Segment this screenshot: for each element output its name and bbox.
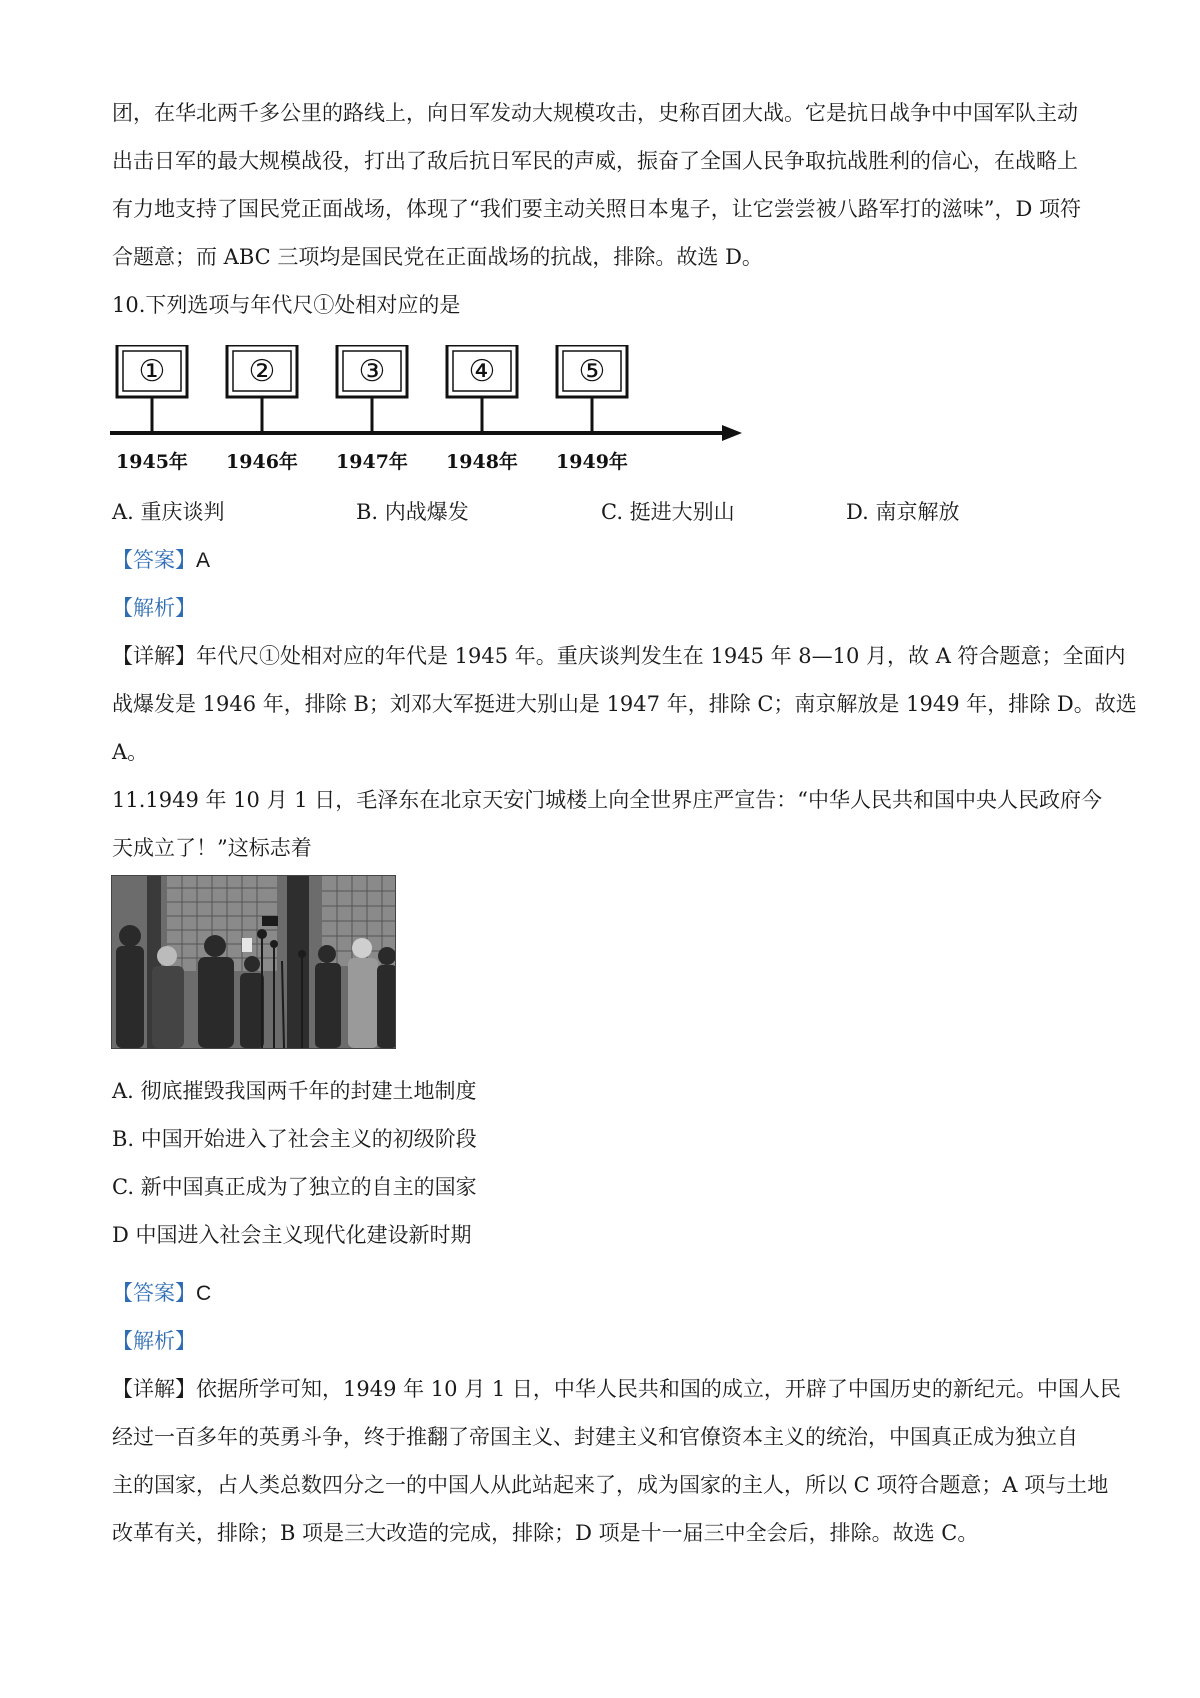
prev-explanation-line-4: 合题意；而 ABC 三项均是国民党在正面战场的抗战，排除。故选 D。 xyxy=(112,245,763,269)
q11-option-a: A. 彻底摧毁我国两千年的封建土地制度 xyxy=(112,1079,477,1103)
q11-answer xyxy=(112,1278,211,1309)
q11-detail-line-1 xyxy=(112,1374,1121,1404)
q10-detail-line-2: 战爆发是 1946 年，排除 B；刘邓大军挺进大别山是 1947 年，排除 C；南京解放是 1949 年，排除 D。故选 xyxy=(112,692,1137,716)
q10-option-d: D. 南京解放 xyxy=(846,500,960,524)
q10-detail-line-3: A。 xyxy=(112,740,149,764)
timeline-year-3: 1947年 xyxy=(336,451,408,473)
q11-detail-text-1: 依据所学可知，1949 年 10 月 1 日，中华人民共和国的成立，开辟了中国历史的新纪元。中国人民 xyxy=(196,1377,1121,1401)
q11-stem-line-1: 11.1949 年 10 月 1 日，毛泽东在北京天安门城楼上向全世界庄严宣告：“中华人民共和国中央人民政府今 xyxy=(112,788,1103,812)
timeline-box-label-2: ② xyxy=(248,354,276,389)
q11-answer-value: C xyxy=(196,1282,212,1305)
prev-explanation-line-1: 团，在华北两千多公里的路线上，向日军发动大规模攻击，史称百团大战。它是抗日战争中中国军队主动 xyxy=(112,101,1078,125)
q10-detail-label: 【详解】 xyxy=(112,644,196,668)
timeline-figure xyxy=(110,345,750,480)
q10-option-a: A. 重庆谈判 xyxy=(112,500,225,524)
timeline-year-2: 1946年 xyxy=(226,451,298,473)
q10-answer-value: A xyxy=(196,549,211,572)
q11-option-b: B. 中国开始进入了社会主义的初级阶段 xyxy=(112,1127,477,1151)
q11-detail-line-2: 经过一百多年的英勇斗争，终于推翻了帝国主义、封建主义和官僚资本主义的统治，中国真正成为独立自 xyxy=(112,1425,1078,1449)
q11-detail-label: 【详解】 xyxy=(112,1377,196,1401)
q10-detail-line-1 xyxy=(112,641,1126,671)
timeline-year-5: 1949年 xyxy=(556,451,628,473)
q11-option-c: C. 新中国真正成为了独立的自主的国家 xyxy=(112,1175,477,1199)
q11-analysis-label: 【解析】 xyxy=(112,1329,196,1353)
q10-stem: 10.下列选项与年代尺①处相对应的是 xyxy=(112,293,461,317)
timeline-box-label-4: ④ xyxy=(468,354,496,389)
q11-answer-label: 【答案】 xyxy=(112,1281,196,1305)
prev-explanation-line-2: 出击日军的最大规模战役，打出了敌后抗日军民的声威，振奋了全国人民争取抗战胜利的信心，在战略上 xyxy=(112,149,1078,173)
q11-detail-line-4: 改革有关，排除；B 项是三大改造的完成，排除；D 项是十一届三中全会后，排除。故选 C。 xyxy=(112,1521,979,1545)
q11-stem-line-2: 天成立了！”这标志着 xyxy=(112,836,312,860)
timeline-box-label-1: ① xyxy=(138,354,166,389)
timeline-svg xyxy=(110,345,750,480)
q10-answer xyxy=(112,545,210,576)
founding-ceremony-photo xyxy=(111,875,396,1049)
timeline-box-label-3: ③ xyxy=(358,354,386,389)
q10-answer-label: 【答案】 xyxy=(112,548,196,572)
prev-explanation-line-3: 有力地支持了国民党正面战场，体现了“我们要主动关照日本鬼子，让它尝尝被八路军打的滋味”，D 项符 xyxy=(112,197,1081,221)
timeline-year-1: 1945年 xyxy=(116,451,188,473)
q10-option-b: B. 内战爆发 xyxy=(356,500,469,524)
founding-ceremony-photo-art xyxy=(112,876,395,1048)
q11-option-d: D 中国进入社会主义现代化建设新时期 xyxy=(112,1223,472,1247)
timeline-box-label-5: ⑤ xyxy=(578,354,606,389)
timeline-year-4: 1948年 xyxy=(446,451,518,473)
q11-detail-line-3: 主的国家，占人类总数四分之一的中国人从此站起来了，成为国家的主人，所以 C 项符合题意；A 项与土地 xyxy=(112,1473,1109,1497)
q10-detail-text-1: 年代尺①处相对应的年代是 1945 年。重庆谈判发生在 1945 年 8—10 月，故 A 符合题意；全面内 xyxy=(196,644,1126,668)
timeline-arrow-icon xyxy=(722,425,742,441)
q10-analysis-label: 【解析】 xyxy=(112,596,196,620)
q10-option-c: C. 挺进大别山 xyxy=(601,500,735,524)
